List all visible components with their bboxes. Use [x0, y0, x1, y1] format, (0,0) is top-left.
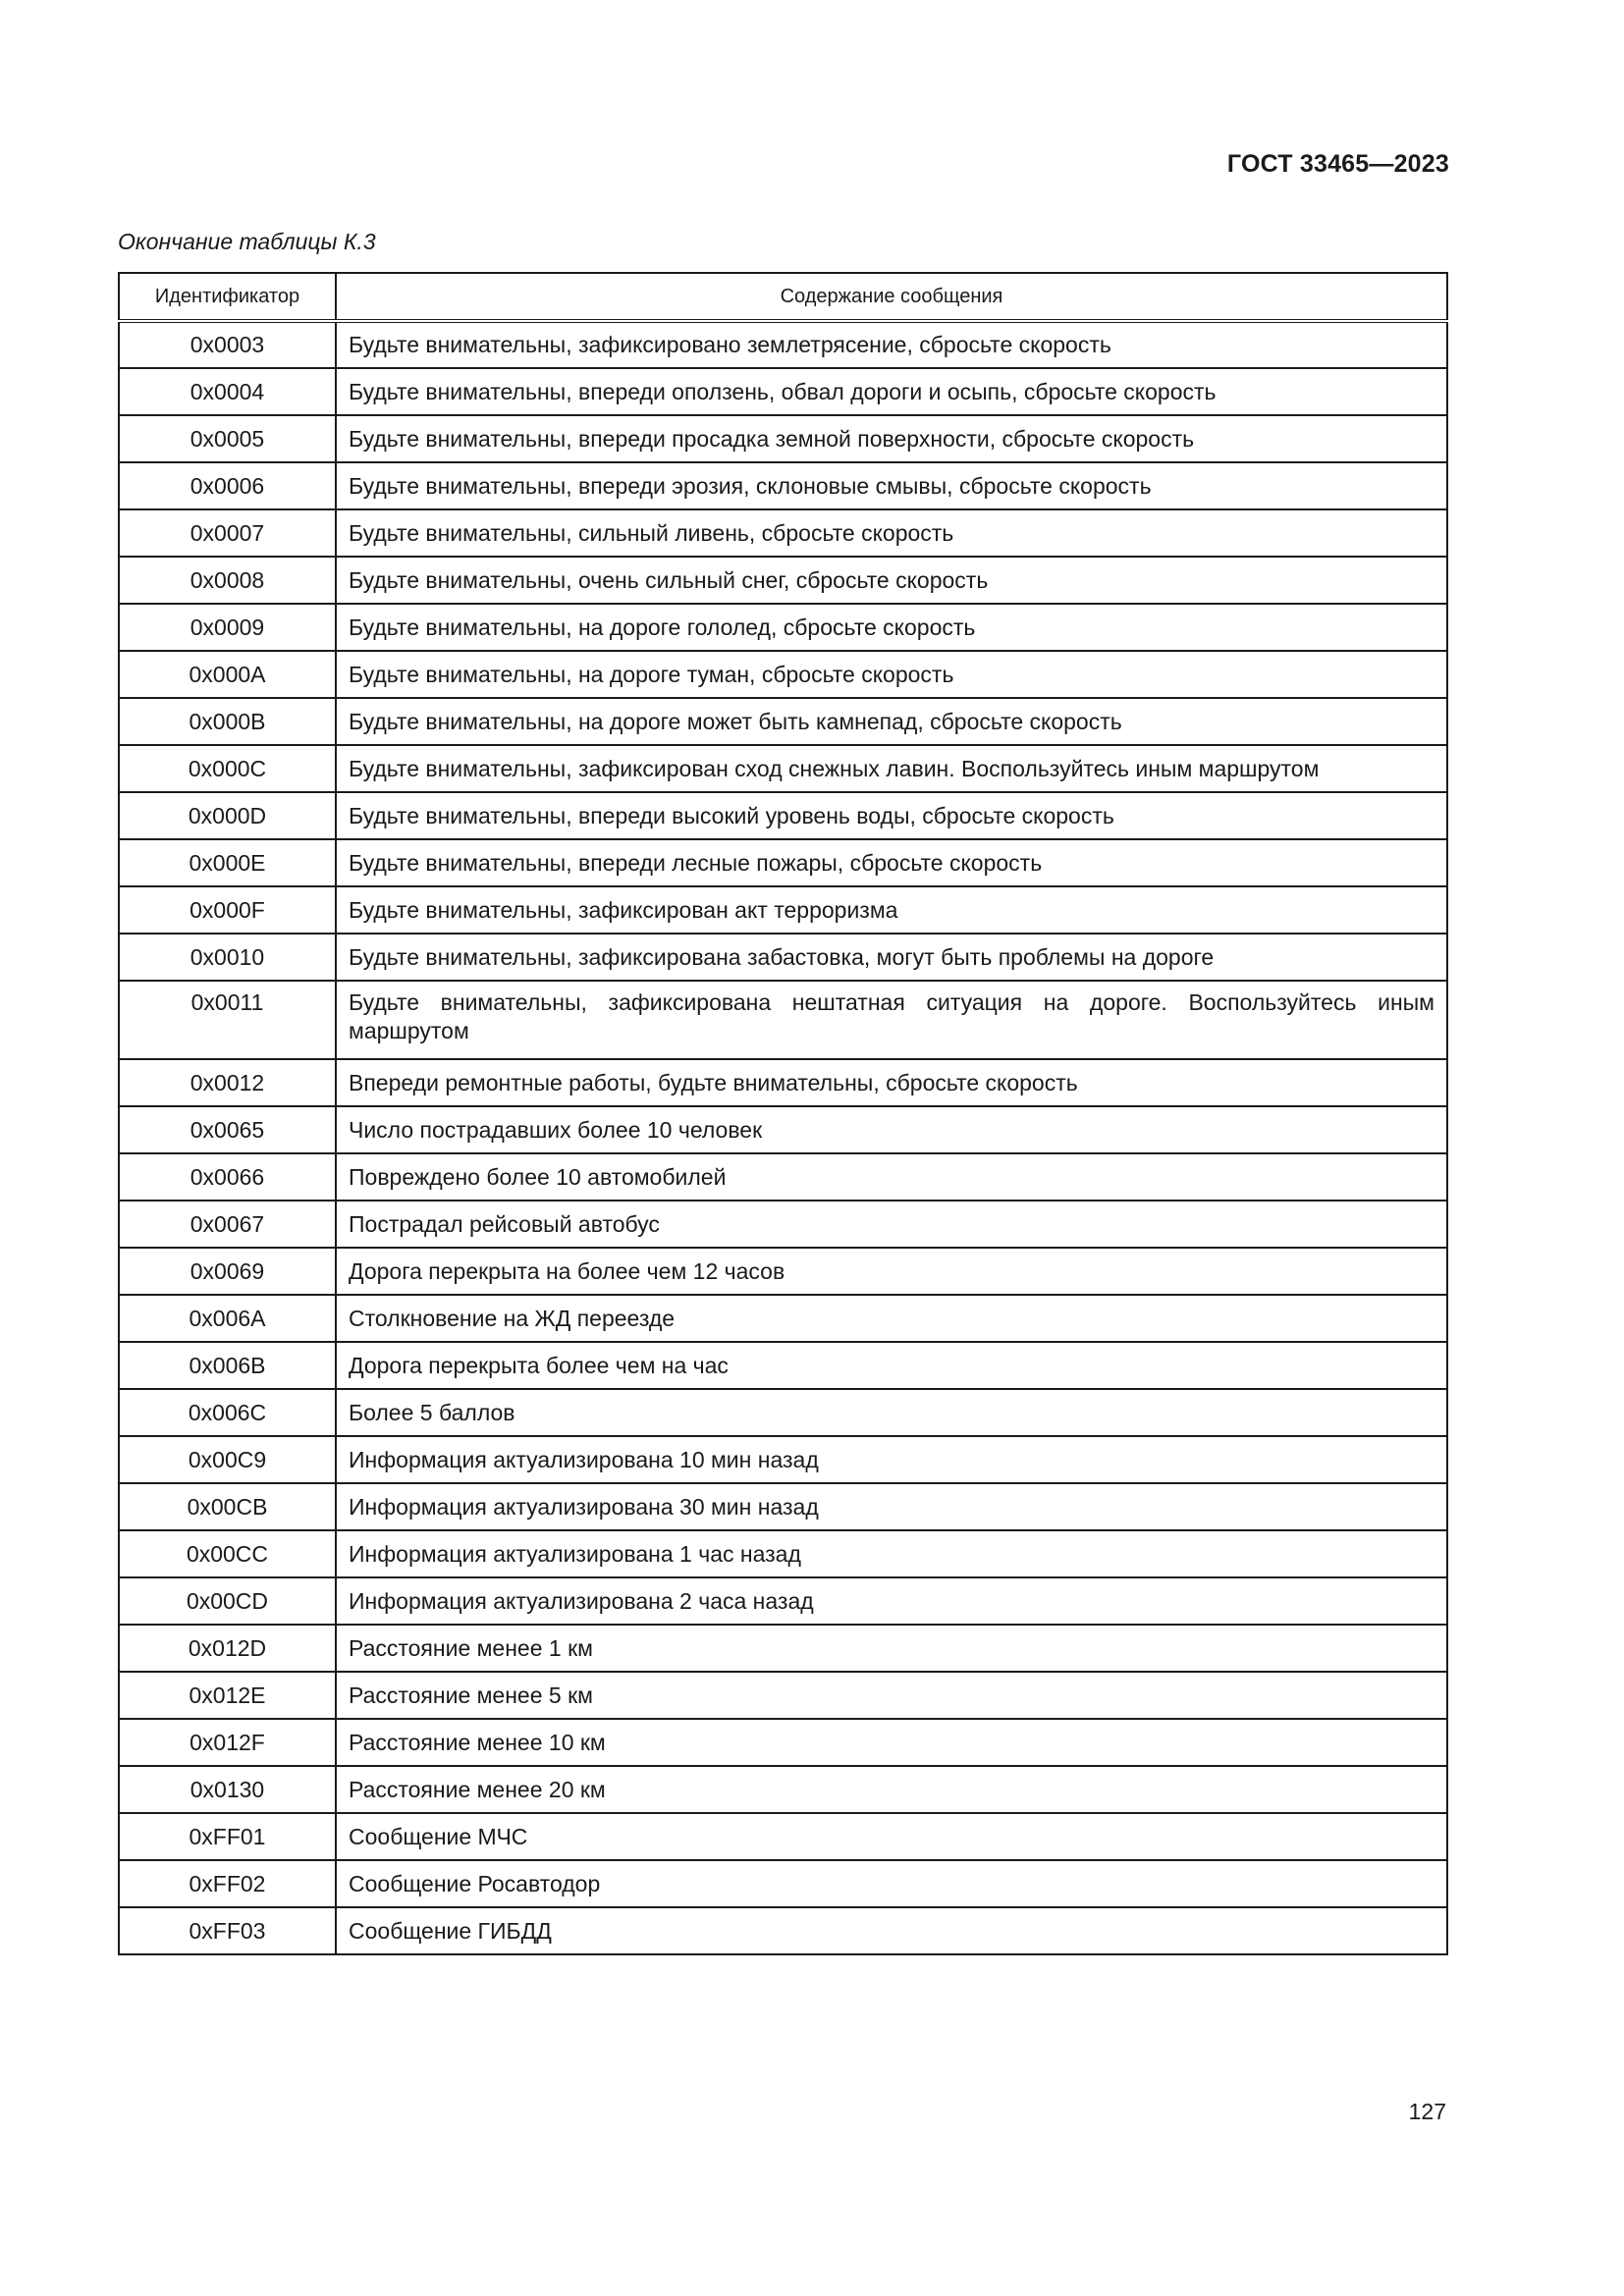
table-row — [119, 792, 1447, 839]
row-message: Более 5 баллов — [336, 1389, 1447, 1436]
row-message: Информация актуализирована 2 часа назад — [336, 1577, 1447, 1625]
row-identifier: 0x006A — [119, 1295, 336, 1342]
row-identifier: 0x00CD — [119, 1577, 336, 1625]
row-identifier: 0x0130 — [119, 1766, 336, 1813]
table-row — [119, 1766, 1447, 1813]
table-row — [119, 1672, 1447, 1719]
table-row — [119, 934, 1447, 981]
row-message: Дорога перекрыта более чем на час — [336, 1342, 1447, 1389]
table-row — [119, 368, 1447, 415]
row-identifier: 0x012E — [119, 1672, 336, 1719]
table-row — [119, 1577, 1447, 1625]
table-row — [119, 1295, 1447, 1342]
row-message: Столкновение на ЖД переезде — [336, 1295, 1447, 1342]
table-row — [119, 1483, 1447, 1530]
row-identifier: 0x0012 — [119, 1059, 336, 1106]
row-identifier: 0x000E — [119, 839, 336, 886]
row-identifier: 0x000B — [119, 698, 336, 745]
row-message: Будьте внимательны, зафиксирован сход снежных лавин. Воспользуйтесь иным маршрутом — [336, 745, 1447, 792]
table-row — [119, 651, 1447, 698]
table-row — [119, 1389, 1447, 1436]
table-row — [119, 1719, 1447, 1766]
row-identifier: 0x000D — [119, 792, 336, 839]
table-row — [119, 698, 1447, 745]
row-message: Будьте внимательны, впереди эрозия, склоновые смывы, сбросьте скорость — [336, 462, 1447, 509]
row-message: Расстояние менее 5 км — [336, 1672, 1447, 1719]
row-identifier: 0xFF01 — [119, 1813, 336, 1860]
row-message: Впереди ремонтные работы, будьте внимательны, сбросьте скорость — [336, 1059, 1447, 1106]
page-number: 127 — [1408, 2099, 1446, 2124]
row-message: Будьте внимательны, на дороге туман, сбросьте скорость — [336, 651, 1447, 698]
table-row — [119, 886, 1447, 934]
row-message: Будьте внимательны, впереди лесные пожары, сбросьте скорость — [336, 839, 1447, 886]
row-message: Будьте внимательны, на дороге может быть камнепад, сбросьте скорость — [336, 698, 1447, 745]
table-body — [119, 321, 1447, 1954]
row-identifier: 0x0067 — [119, 1201, 336, 1248]
row-message: Будьте внимательны, зафиксирован акт терроризма — [336, 886, 1447, 934]
row-identifier: 0x000F — [119, 886, 336, 934]
table-row — [119, 1436, 1447, 1483]
table-row — [119, 1860, 1447, 1907]
row-identifier: 0x006B — [119, 1342, 336, 1389]
table-row — [119, 462, 1447, 509]
row-identifier: 0x0006 — [119, 462, 336, 509]
row-identifier: 0x0003 — [119, 321, 336, 368]
table-row — [119, 1248, 1447, 1295]
column-header-identifier: Идентификатор — [119, 273, 336, 321]
row-message: Информация актуализирована 1 час назад — [336, 1530, 1447, 1577]
table-row — [119, 1342, 1447, 1389]
table-row — [119, 981, 1447, 1059]
row-message: Будьте внимательны, зафиксирована нештатная ситуация на дороге. Воспользуйтесь иным маршрутом — [336, 981, 1447, 1059]
row-identifier: 0x006C — [119, 1389, 336, 1436]
row-message: Будьте внимательны, зафиксировано землетрясение, сбросьте скорость — [336, 321, 1447, 368]
row-identifier: 0x0008 — [119, 557, 336, 604]
row-message: Число пострадавших более 10 человек — [336, 1106, 1447, 1153]
table-header-row — [119, 273, 1447, 321]
row-identifier: 0x0011 — [119, 981, 336, 1059]
row-identifier: 0x00C9 — [119, 1436, 336, 1483]
row-identifier: 0x0010 — [119, 934, 336, 981]
table-row — [119, 1153, 1447, 1201]
message-table — [118, 272, 1448, 1955]
row-identifier: 0x0007 — [119, 509, 336, 557]
row-message: Будьте внимательны, очень сильный снег, сбросьте скорость — [336, 557, 1447, 604]
table-row — [119, 1530, 1447, 1577]
row-message: Повреждено более 10 автомобилей — [336, 1153, 1447, 1201]
row-identifier: 0x0065 — [119, 1106, 336, 1153]
row-message: Сообщение МЧС — [336, 1813, 1447, 1860]
table-row — [119, 1106, 1447, 1153]
table-caption: Окончание таблицы К.3 — [118, 229, 376, 254]
table-row — [119, 415, 1447, 462]
row-identifier: 0x00CC — [119, 1530, 336, 1577]
table-row — [119, 745, 1447, 792]
table-row — [119, 321, 1447, 368]
row-message: Будьте внимательны, зафиксирована забастовка, могут быть проблемы на дороге — [336, 934, 1447, 981]
row-message: Расстояние менее 20 км — [336, 1766, 1447, 1813]
row-identifier: 0xFF02 — [119, 1860, 336, 1907]
row-message: Будьте внимательны, впереди просадка земной поверхности, сбросьте скорость — [336, 415, 1447, 462]
row-message: Дорога перекрыта на более чем 12 часов — [336, 1248, 1447, 1295]
row-message: Сообщение Росавтодор — [336, 1860, 1447, 1907]
table-row — [119, 509, 1447, 557]
row-identifier: 0x0004 — [119, 368, 336, 415]
row-identifier: 0x000A — [119, 651, 336, 698]
row-message: Пострадал рейсовый автобус — [336, 1201, 1447, 1248]
row-message: Расстояние менее 1 км — [336, 1625, 1447, 1672]
row-identifier: 0x00CB — [119, 1483, 336, 1530]
row-identifier: 0x000C — [119, 745, 336, 792]
row-message: Информация актуализирована 30 мин назад — [336, 1483, 1447, 1530]
row-message: Расстояние менее 10 км — [336, 1719, 1447, 1766]
table-row — [119, 1625, 1447, 1672]
row-message: Будьте внимательны, на дороге гололед, сбросьте скорость — [336, 604, 1447, 651]
row-message: Сообщение ГИБДД — [336, 1907, 1447, 1954]
row-message: Информация актуализирована 10 мин назад — [336, 1436, 1447, 1483]
table-row — [119, 839, 1447, 886]
document-standard-header: ГОСТ 33465—2023 — [1226, 150, 1449, 178]
table-row — [119, 1813, 1447, 1860]
column-header-message: Содержание сообщения — [336, 273, 1447, 321]
row-identifier: 0xFF03 — [119, 1907, 336, 1954]
row-message: Будьте внимательны, впереди высокий уровень воды, сбросьте скорость — [336, 792, 1447, 839]
table-row — [119, 1059, 1447, 1106]
table-row — [119, 557, 1447, 604]
row-message: Будьте внимательны, сильный ливень, сбросьте скорость — [336, 509, 1447, 557]
row-identifier: 0x0009 — [119, 604, 336, 651]
table-row — [119, 604, 1447, 651]
row-identifier: 0x012D — [119, 1625, 336, 1672]
row-message: Будьте внимательны, впереди оползень, обвал дороги и осыпь, сбросьте скорость — [336, 368, 1447, 415]
row-identifier: 0x0066 — [119, 1153, 336, 1201]
table-row — [119, 1201, 1447, 1248]
table-row — [119, 1907, 1447, 1954]
row-identifier: 0x012F — [119, 1719, 336, 1766]
table-header — [119, 273, 1447, 321]
row-identifier: 0x0069 — [119, 1248, 336, 1295]
row-identifier: 0x0005 — [119, 415, 336, 462]
